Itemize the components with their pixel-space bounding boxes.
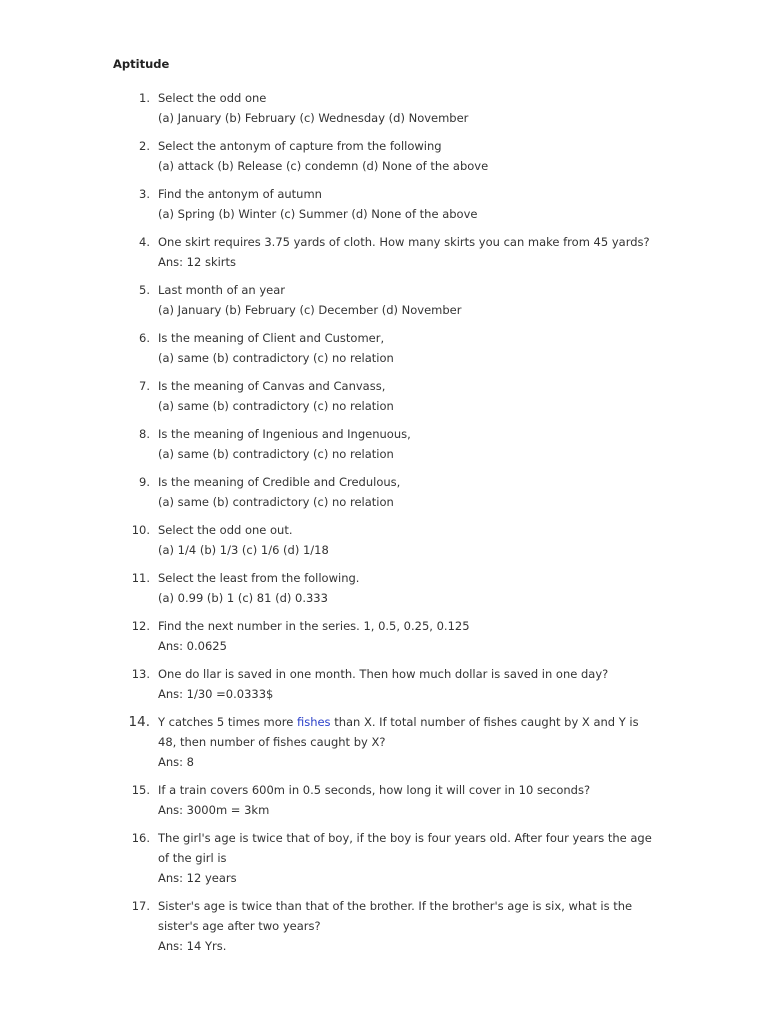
- question-text: The girl's age is twice that of boy, if the boy is four years old. After four years the age: [158, 831, 652, 845]
- question-text: Is the meaning of Credible and Credulous,: [158, 475, 401, 489]
- question-answer: Ans: 12 years: [158, 871, 237, 885]
- question-number: 9.: [139, 475, 150, 489]
- question-number: 4.: [139, 235, 150, 249]
- question-text: Select the odd one out.: [158, 523, 293, 537]
- question-text: Select the antonym of capture from the following: [158, 139, 442, 153]
- question-text: Select the least from the following.: [158, 571, 360, 585]
- question-answer: Ans: 12 skirts: [158, 255, 237, 269]
- question-options: (a) attack (b) Release (c) condemn (d) None of the above: [158, 159, 489, 173]
- question-text: Find the next number in the series. 1, 0.5, 0.25, 0.125: [158, 619, 470, 633]
- question-number: 13.: [131, 667, 150, 681]
- question-text: Last month of an year: [158, 283, 285, 297]
- question-15: [128, 780, 688, 820]
- question-4: [128, 232, 688, 272]
- question-answer: Ans: 1/30 =0.0333$: [158, 687, 274, 701]
- question-text: Sister's age is twice than that of the brother. If the brother's age is six, what is the: [158, 899, 633, 913]
- question-9: [128, 472, 688, 512]
- question-list: [128, 88, 688, 964]
- question-13: [128, 664, 688, 704]
- question-12: [128, 616, 688, 656]
- question-number: 3.: [139, 187, 150, 201]
- question-number: 8.: [139, 427, 150, 441]
- page-title: Aptitude: [113, 57, 170, 71]
- question-number: 2.: [139, 139, 150, 153]
- question-7: [128, 376, 688, 416]
- question-3: [128, 184, 688, 224]
- question-number: 12.: [131, 619, 150, 633]
- question-5: [128, 280, 688, 320]
- question-text: If a train covers 600m in 0.5 seconds, how long it will cover in 10 seconds?: [158, 783, 591, 797]
- fishes-link[interactable]: fishes: [296, 715, 331, 729]
- question-text: Find the antonym of autumn: [158, 187, 322, 201]
- question-text-end: than X. If total number of fishes caught by X and Y is: [330, 715, 639, 729]
- question-text-start: Y catches 5 times more: [158, 715, 297, 729]
- question-answer: Ans: 3000m = 3km: [158, 803, 270, 817]
- question-2: [128, 136, 688, 176]
- question-10: [128, 520, 688, 560]
- question-8: [128, 424, 688, 464]
- question-options: (a) Spring (b) Winter (c) Summer (d) None of the above: [158, 207, 478, 221]
- question-options: (a) January (b) February (c) Wednesday (d) November: [158, 111, 469, 125]
- question-number: 11.: [131, 571, 150, 585]
- question-answer: Ans: 0.0625: [158, 639, 227, 653]
- question-number: 10.: [131, 523, 150, 537]
- question-number: 1.: [139, 91, 150, 105]
- question-options: (a) 0.99 (b) 1 (c) 81 (d) 0.333: [158, 591, 328, 605]
- question-answer: Ans: 8: [158, 755, 194, 769]
- question-number: 17.: [131, 899, 150, 913]
- question-number: 16.: [131, 831, 150, 845]
- question-number: 6.: [139, 331, 150, 345]
- question-text: [158, 712, 688, 732]
- question-options: (a) January (b) February (c) December (d) November: [158, 303, 462, 317]
- question-11: [128, 568, 688, 608]
- question-17: [128, 896, 688, 956]
- question-text: Is the meaning of Canvas and Canvass,: [158, 379, 386, 393]
- question-6: [128, 328, 688, 368]
- question-text: One skirt requires 3.75 yards of cloth. How many skirts you can make from 45 yards?: [158, 235, 650, 249]
- question-number: 15.: [131, 783, 150, 797]
- question-14: [128, 712, 688, 772]
- question-text: One do llar is saved in one month. Then how much dollar is saved in one day?: [158, 667, 609, 681]
- question-text: Select the odd one: [158, 91, 267, 105]
- question-options: (a) same (b) contradictory (c) no relation: [158, 495, 394, 509]
- question-number: 5.: [139, 283, 150, 297]
- question-number: 7.: [139, 379, 150, 393]
- question-options: (a) same (b) contradictory (c) no relation: [158, 447, 394, 461]
- question-options: (a) 1/4 (b) 1/3 (c) 1/6 (d) 1/18: [158, 543, 329, 557]
- question-answer: Ans: 14 Yrs.: [158, 939, 227, 953]
- question-options: (a) same (b) contradictory (c) no relation: [158, 351, 394, 365]
- question-text-continued: sister's age after two years?: [158, 919, 321, 933]
- question-16: [128, 828, 688, 888]
- question-1: [128, 88, 688, 128]
- question-text: Is the meaning of Client and Customer,: [158, 331, 385, 345]
- question-text-continued: 48, then number of fishes caught by X?: [158, 735, 386, 749]
- question-options: (a) same (b) contradictory (c) no relation: [158, 399, 394, 413]
- question-text-continued: of the girl is: [158, 851, 227, 865]
- question-text: Is the meaning of Ingenious and Ingenuous,: [158, 427, 411, 441]
- question-number: 14.: [128, 714, 150, 730]
